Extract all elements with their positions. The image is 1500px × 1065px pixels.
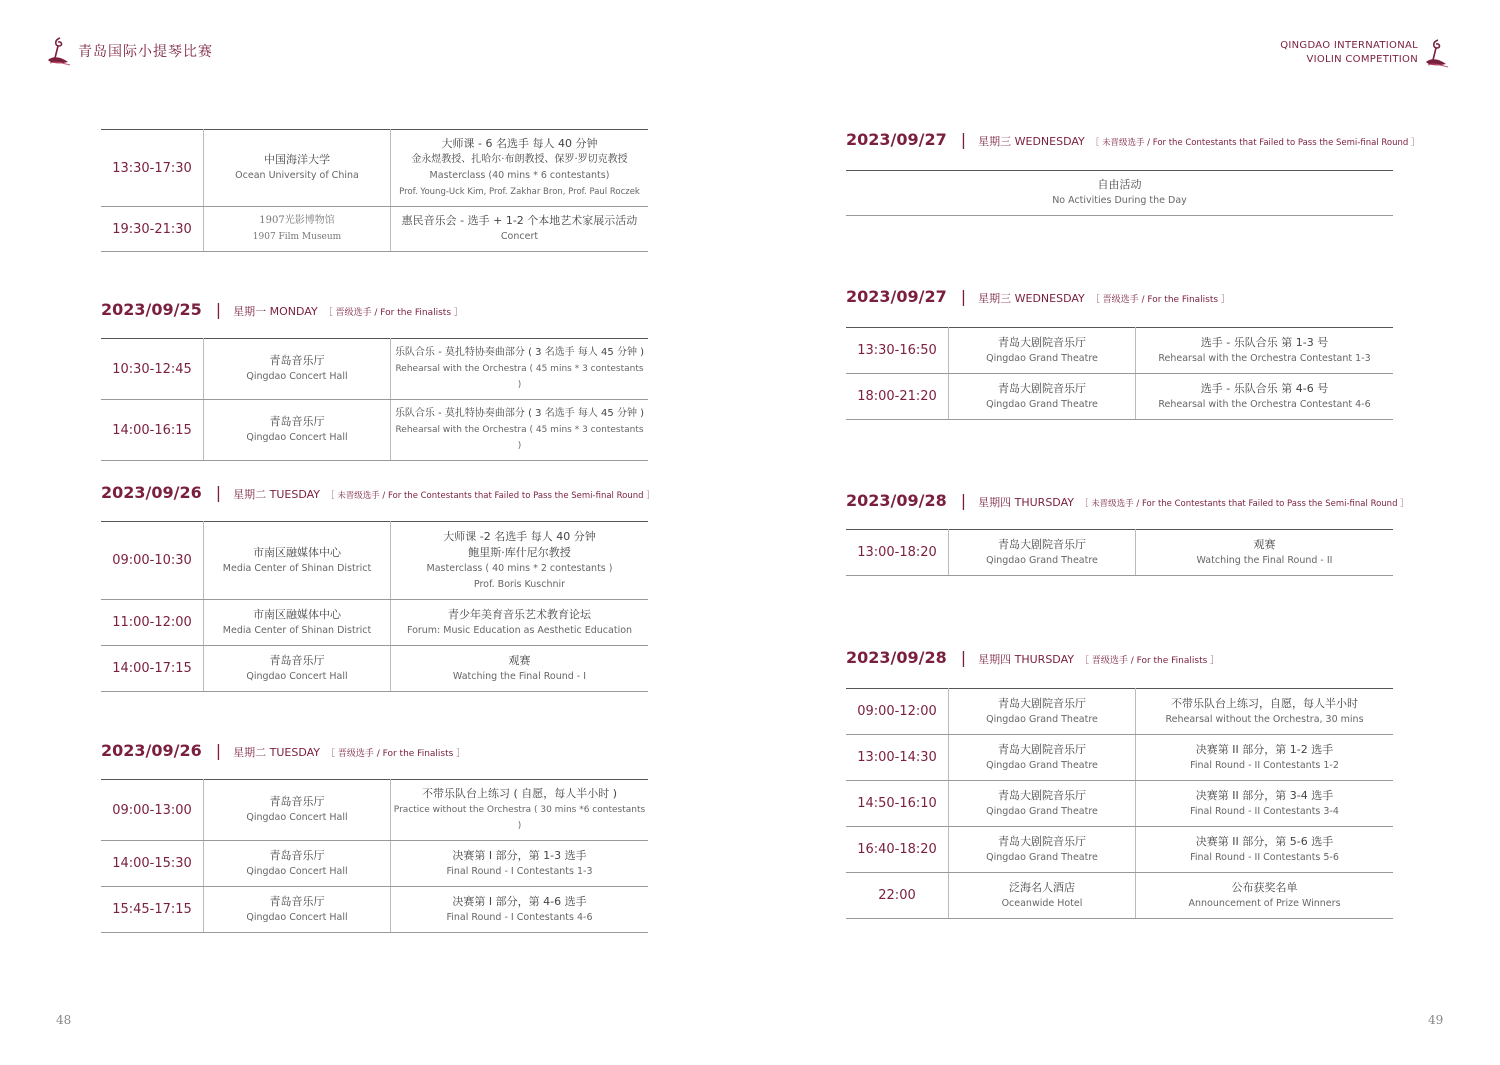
page-number-right: 49 [1428,1013,1444,1027]
venue-cell [949,873,1136,919]
competition-logo-right [1280,38,1450,68]
description-line: No Activities During the Day [1052,195,1187,206]
heading-divider: | [215,741,222,760]
description-line: 观赛 [1253,537,1276,551]
venue-en: Oceanwide Hotel [1001,897,1083,909]
day-date: 2023/09/25 [101,300,202,319]
schedule-block-0927-non-finalists [846,130,1420,216]
schedule-table [101,338,648,461]
time-cell: 09:00-10:30 [101,522,204,600]
venue-cn: 青岛大剧院音乐厅 [998,742,1086,756]
violin-scroll-logo-icon [1424,38,1450,68]
day-heading [846,130,1420,164]
description-line: 青少年美育音乐艺术教育论坛 [448,607,591,621]
description-line: Practice without the Orchestra ( 30 mins *6 contestants ) [393,805,646,831]
time-cell: 13:30-17:30 [101,130,204,207]
venue-cell [204,130,391,207]
description-line: Masterclass (40 mins * 6 contestants) [429,170,610,181]
day-date: 2023/09/26 [101,741,202,760]
description-line: Final Round - II Contestants 5-6 [1190,851,1339,863]
venue-cn: 1907光影博物馆 [259,215,335,226]
description-line: Final Round - II Contestants 3-4 [1190,805,1339,817]
heading-divider: | [960,648,967,667]
time-cell: 14:00-15:30 [101,841,204,887]
description-line: Prof. Young-Uck Kim, Prof. Zakhar Bron, Prof. Paul Roczek [399,187,640,197]
schedule-row [101,207,648,252]
time-cell: 14:00-16:15 [101,400,204,461]
day-audience-note: ［ 晋级选手 / For the Finalists ］ [1079,656,1220,666]
page-number-left: 48 [56,1013,72,1027]
venue-cn: 泛海名人酒店 [1009,880,1075,894]
time-cell: 09:00-12:00 [846,689,949,735]
venue-en: Qingdao Grand Theatre [986,851,1098,863]
day-weekday: 星期三 WEDNESDAY [978,135,1085,148]
schedule-row [846,171,1393,216]
venue-en: Qingdao Concert Hall [246,371,348,382]
violin-scroll-logo-icon [46,36,72,66]
description-line: Watching the Final Round - I [452,670,587,682]
venue-cn: 青岛大剧院音乐厅 [998,696,1086,710]
venue-cell [949,827,1136,873]
schedule-table [101,779,648,933]
schedule-block-0925 [101,300,648,461]
day-date: 2023/09/27 [846,130,947,149]
description-cell [846,171,1393,216]
schedule-table [846,529,1393,576]
competition-title-en-line2: VIOLIN COMPETITION [1306,54,1418,65]
schedule-row [101,130,648,207]
venue-cell [949,374,1136,420]
time-cell: 19:30-21:30 [101,207,204,252]
day-weekday: 星期三 WEDNESDAY [978,292,1085,305]
description-cell [391,207,649,252]
time-cell: 11:00-12:00 [101,600,204,646]
schedule-row [846,328,1393,374]
venue-cell [949,735,1136,781]
time-cell: 14:00-17:15 [101,646,204,692]
description-cell [391,130,649,207]
day-heading [101,300,648,334]
venue-cell [204,646,391,692]
description-line: 观赛 [508,653,531,667]
schedule-row [846,781,1393,827]
venue-en: Qingdao Grand Theatre [986,759,1098,771]
description-line: 自由活动 [1097,178,1142,191]
venue-en: Qingdao Concert Hall [246,865,348,877]
venue-cn: 青岛音乐厅 [269,848,325,862]
time-cell: 09:00-13:00 [101,780,204,841]
venue-en: Qingdao Grand Theatre [986,352,1098,364]
time-cell: 15:45-17:15 [101,887,204,933]
description-cell [391,841,649,887]
schedule-row [846,827,1393,873]
schedule-block-0928-finalists [846,648,1393,919]
venue-en: Qingdao Grand Theatre [986,805,1098,817]
venue-cell [204,400,391,461]
day-audience-note: ［ 晋级选手 / For the Finalists ］ [323,308,463,318]
description-cell [1136,827,1394,873]
description-cell [391,646,649,692]
description-line: Rehearsal with the Orchestra Contestant 4-6 [1158,398,1371,410]
heading-divider: | [215,483,222,502]
venue-en: Qingdao Concert Hall [246,670,348,682]
competition-logo-left [46,36,213,66]
description-cell [391,887,649,933]
venue-cell [204,841,391,887]
description-line: 公布获奖名单 [1231,880,1298,894]
day-heading [846,648,1393,682]
description-line: Rehearsal without the Orchestra, 30 mins [1165,713,1364,725]
description-line: 惠民音乐会 - 选手 + 1-2 个本地艺术家展示活动 [401,214,638,227]
venue-cn: 青岛大剧院音乐厅 [998,335,1086,349]
time-cell: 18:00-21:20 [846,374,949,420]
venue-cell [949,781,1136,827]
schedule-row [846,689,1393,735]
day-date: 2023/09/26 [101,483,202,502]
description-line: 决赛第 I 部分，第 1-3 选手 [452,848,587,862]
venue-en: Media Center of Shinan District [222,562,372,574]
venue-cn: 中国海洋大学 [264,153,330,166]
description-cell [391,522,649,600]
description-line: 乐队合乐 - 莫扎特协奏曲部分 ( 3 名选手 每人 45 分钟 ) [394,408,645,419]
venue-cn: 青岛音乐厅 [269,795,325,808]
schedule-row [101,339,648,400]
venue-cn: 青岛大剧院音乐厅 [998,788,1086,802]
venue-en: Qingdao Concert Hall [246,812,348,823]
description-line: Rehearsal with the Orchestra ( 45 mins * 3 contestants ) [395,425,644,451]
description-cell [1136,735,1394,781]
schedule-table [846,327,1393,420]
description-line: Watching the Final Round - II [1196,554,1333,566]
description-line: 鲍里斯·库什尼尔教授 [468,545,571,559]
heading-divider: | [215,300,222,319]
schedule-row [101,600,648,646]
venue-en: Qingdao Grand Theatre [986,398,1098,410]
day-date: 2023/09/28 [846,648,947,667]
description-cell [391,780,649,841]
time-cell: 13:30-16:50 [846,328,949,374]
description-line: Rehearsal with the Orchestra ( 45 mins * 3 contestants ) [395,364,644,390]
time-cell: 14:50-16:10 [846,781,949,827]
description-line: 大师课 -2 名选手 每人 40 分钟 [443,529,596,543]
heading-divider: | [960,491,967,510]
competition-title-cn: 青岛国际小提琴比赛 [78,44,213,60]
time-cell: 22:00 [846,873,949,919]
venue-en: Qingdao Concert Hall [246,432,348,443]
venue-cn: 青岛音乐厅 [269,354,325,367]
description-cell [391,339,649,400]
day-audience-note: ［ 未晋级选手 / For the Contestants that Failed to Pass the Semi-final Round ］ [1090,138,1420,148]
venue-cell [204,887,391,933]
description-line: 决赛第 I 部分，第 4-6 选手 [452,894,587,908]
venue-cn: 青岛大剧院音乐厅 [998,381,1086,395]
schedule-table [846,170,1393,216]
description-line: 选手 - 乐队合乐 第 1-3 号 [1200,335,1329,349]
venue-cn: 青岛音乐厅 [269,894,325,908]
day-audience-note: ［ 未晋级选手 / For the Contestants that Failed to Pass the Semi-final Round ］ [1079,499,1409,509]
description-line: Prof. Boris Kuschnir [473,578,566,590]
description-line: Masterclass ( 40 mins * 2 contestants ) [426,562,613,574]
description-cell [1136,873,1394,919]
schedule-row [846,374,1393,420]
venue-en: Qingdao Concert Hall [246,911,348,923]
venue-cell [204,207,391,252]
day-heading [101,741,648,775]
day-weekday: 星期一 MONDAY [233,305,318,318]
description-cell [1136,530,1394,576]
schedule-row [846,530,1393,576]
day-heading [846,491,1409,525]
description-line: Concert [500,231,539,242]
competition-title-en-line1: QINGDAO INTERNATIONAL [1280,40,1418,51]
schedule-row [101,400,648,461]
day-weekday: 星期二 TUESDAY [233,488,321,501]
schedule-row [101,780,648,841]
schedule-block-0928-non-finalists [846,491,1409,576]
time-cell: 13:00-14:30 [846,735,949,781]
description-line: 选手 - 乐队合乐 第 4-6 号 [1200,381,1329,395]
description-line: 大师课 - 6 名选手 每人 40 分钟 [441,137,598,150]
venue-cell [204,600,391,646]
description-cell [391,600,649,646]
description-line: Final Round - II Contestants 1-2 [1190,759,1339,771]
description-cell [1136,374,1394,420]
description-line: Announcement of Prize Winners [1188,897,1341,909]
venue-en: Ocean University of China [235,170,359,181]
schedule-block-0927-finalists [846,287,1393,420]
schedule-table [101,521,648,692]
venue-en: 1907 Film Museum [252,232,342,242]
time-cell: 16:40-18:20 [846,827,949,873]
description-cell [1136,328,1394,374]
venue-cell [949,530,1136,576]
venue-cell [204,339,391,400]
day-date: 2023/09/27 [846,287,947,306]
day-heading [101,483,655,517]
venue-cn: 青岛音乐厅 [269,415,325,428]
heading-divider: | [960,130,967,149]
description-line: 金永煜教授、扎哈尔·布朗教授、保罗·罗切克教授 [411,154,628,165]
venue-cell [204,522,391,600]
venue-cn: 市南区融媒体中心 [253,607,341,621]
time-cell: 13:00-18:20 [846,530,949,576]
day-heading [846,287,1393,321]
schedule-row [101,887,648,933]
schedule-row [101,841,648,887]
description-cell [391,400,649,461]
venue-cn: 青岛大剧院音乐厅 [998,834,1086,848]
description-line: 决赛第 II 部分，第 1-2 选手 [1195,742,1334,756]
schedule-row [101,646,648,692]
description-line: 乐队合乐 - 莫扎特协奏曲部分 ( 3 名选手 每人 45 分钟 ) [394,347,645,358]
schedule-block-0926-finalists [101,741,648,933]
description-line: Final Round - I Contestants 4-6 [446,911,593,923]
description-line: Rehearsal with the Orchestra Contestant 1-3 [1158,352,1371,364]
time-cell: 10:30-12:45 [101,339,204,400]
day-weekday: 星期二 TUESDAY [233,746,321,759]
day-weekday: 星期四 THURSDAY [978,653,1074,666]
schedule-block-continued [101,129,648,252]
schedule-table [101,129,648,252]
description-line: 决赛第 II 部分，第 3-4 选手 [1195,788,1334,802]
venue-cell [949,689,1136,735]
description-line: Final Round - I Contestants 1-3 [446,865,593,877]
venue-cell [204,780,391,841]
venue-cn: 青岛大剧院音乐厅 [998,537,1086,551]
schedule-block-0926-non-finalists [101,483,655,692]
description-line: 不带乐队台上练习，自愿，每人半小时 [1171,696,1358,710]
schedule-row [846,873,1393,919]
description-line: 不带乐队台上练习 ( 自愿，每人半小时 ) [421,787,618,800]
venue-en: Qingdao Grand Theatre [986,713,1098,725]
day-audience-note: ［ 晋级选手 / For the Finalists ］ [1090,295,1230,305]
schedule-row [846,735,1393,781]
day-audience-note: ［ 晋级选手 / For the Finalists ］ [326,749,466,759]
description-cell [1136,781,1394,827]
venue-cell [949,328,1136,374]
description-line: Forum: Music Education as Aesthetic Education [406,624,633,636]
schedule-table [846,688,1393,919]
venue-en: Qingdao Grand Theatre [986,554,1098,566]
day-weekday: 星期四 THURSDAY [978,496,1074,509]
venue-en: Media Center of Shinan District [222,624,372,636]
heading-divider: | [960,287,967,306]
day-date: 2023/09/28 [846,491,947,510]
description-line: 决赛第 II 部分，第 5-6 选手 [1195,834,1334,848]
schedule-row [101,522,648,600]
venue-cn: 市南区融媒体中心 [253,545,341,559]
description-cell [1136,689,1394,735]
venue-cn: 青岛音乐厅 [269,653,325,667]
day-audience-note: ［ 未晋级选手 / For the Contestants that Failed to Pass the Semi-final Round ］ [326,491,655,501]
